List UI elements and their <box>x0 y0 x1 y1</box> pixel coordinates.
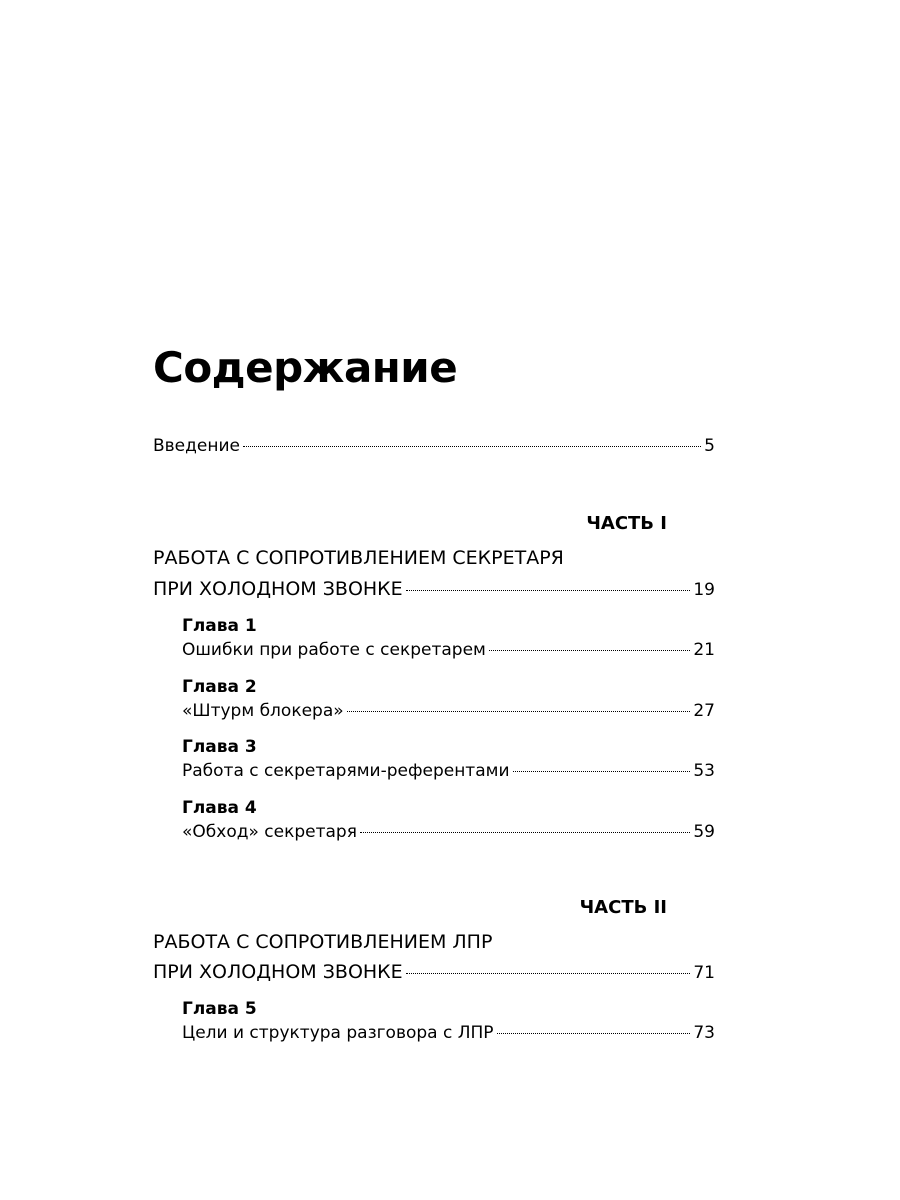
entry-label: Введение <box>153 436 240 456</box>
part-heading: ЧАСТЬ II <box>579 897 667 918</box>
toc-entry-chapter-5[interactable] <box>182 1021 715 1045</box>
page-number: 21 <box>693 640 715 660</box>
dot-leader <box>347 711 691 712</box>
dot-leader <box>406 590 691 591</box>
page-number: 5 <box>704 436 715 456</box>
part-heading: ЧАСТЬ I <box>586 513 667 534</box>
chapter-title: Ошибки при работе с секретарем <box>182 640 486 660</box>
chapter-label: Глава 5 <box>182 999 257 1019</box>
dot-leader <box>497 1033 691 1034</box>
chapter-title: Работа с секретарями-референтами <box>182 761 510 781</box>
page-number: 73 <box>693 1023 715 1043</box>
chapter-label: Глава 2 <box>182 677 257 697</box>
page-title: Содержание <box>153 343 458 392</box>
page-number: 71 <box>693 963 715 983</box>
page-number: 59 <box>693 822 715 842</box>
chapter-label: Глава 3 <box>182 737 257 757</box>
toc-entry-chapter-2[interactable] <box>182 699 715 723</box>
chapter-title: «Штурм блокера» <box>182 701 344 721</box>
toc-entry-intro[interactable] <box>153 434 715 458</box>
dot-leader <box>513 771 691 772</box>
page-number: 27 <box>693 701 715 721</box>
toc-entry-chapter-1[interactable] <box>182 638 715 662</box>
chapter-label: Глава 4 <box>182 798 257 818</box>
page-number: 19 <box>693 580 715 600</box>
dot-leader <box>489 650 690 651</box>
dot-leader <box>406 973 691 974</box>
dot-leader <box>360 832 690 833</box>
toc-entry-chapter-3[interactable] <box>182 759 715 783</box>
part-title-line: ПРИ ХОЛОДНОМ ЗВОНКЕ <box>153 961 403 983</box>
part-title-line: РАБОТА С СОПРОТИВЛЕНИЕМ СЕКРЕТАРЯ <box>153 547 564 569</box>
part-title-line: РАБОТА С СОПРОТИВЛЕНИЕМ ЛПР <box>153 931 493 953</box>
dot-leader <box>243 446 701 447</box>
page-number: 53 <box>693 761 715 781</box>
chapter-title: Цели и структура разговора с ЛПР <box>182 1023 494 1043</box>
part-title-line: ПРИ ХОЛОДНОМ ЗВОНКЕ <box>153 578 403 600</box>
chapter-title: «Обход» секретаря <box>182 822 357 842</box>
toc-entry-part-2[interactable] <box>153 960 715 984</box>
toc-entry-chapter-4[interactable] <box>182 820 715 844</box>
chapter-label: Глава 1 <box>182 616 257 636</box>
toc-entry-part-1[interactable] <box>153 577 715 601</box>
